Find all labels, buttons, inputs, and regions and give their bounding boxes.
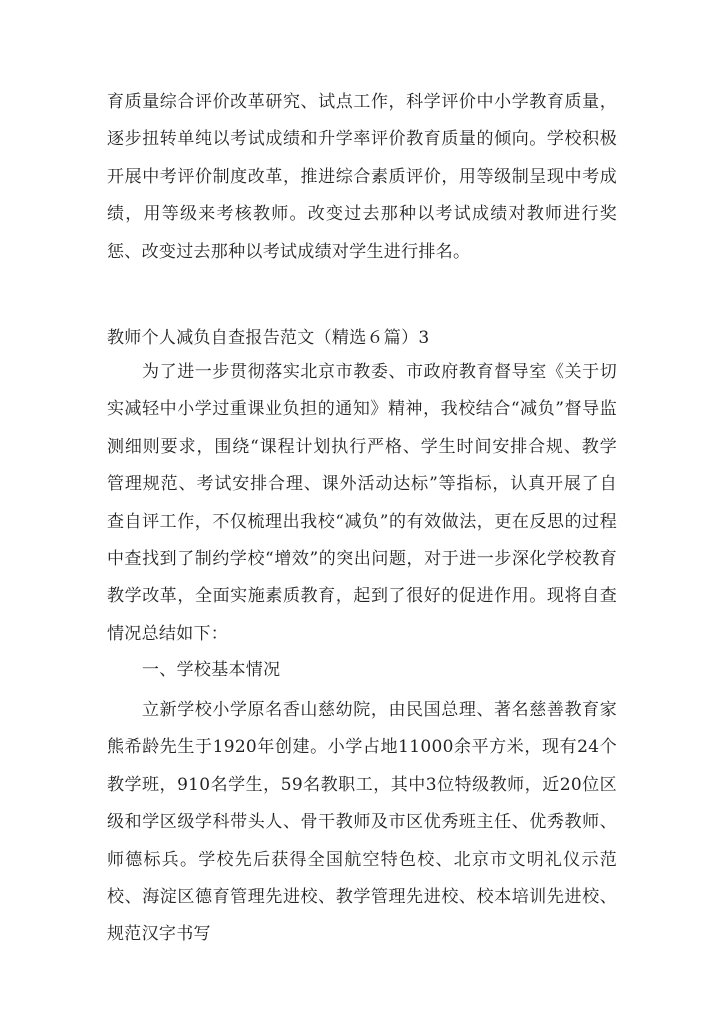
article-title: 教师个人减负自查报告范文（精选６篇）3 [107,328,430,348]
intro-paragraph: 为了进一步贯彻落实北京市教委、市政府教育督导室《关于切实减轻中小学过重课业负担的通知》精神，我校结合“减负”督导监测细则要求，围绕“课程计划执行严格、学生时间安排合规、教学管理规范、考试安排合理、课外活动达标”等指标，认真开展了自查自评工作，不仅梳理出我校“减负”的有效做法，更在反思的过程中查找到了制约学校“增效”的突出问题，对于进一步深化学校教育教学改革，全面实施素质教育，起到了很好的促进作用。现将自查情况总结如下： [107,362,617,644]
continuation-paragraph: 育质量综合评价改革研究、试点工作，科学评价中小学教育质量，逐步扭转单纯以考试成绩和升学率评价教育质量的倾向。学校积极开展中考评价制度改革，推进综合素质评价，用等级制呈现中考成绩，用等级来考核教师。改变过去那种以考试成绩对教师进行奖惩、改变过去那种以考试成绩对学生进行排名。 [107,92,617,262]
school-info-paragraph: 立新学校小学原名香山慈幼院，由民国总理、著名慈善教育家熊希龄先生于1920年创建。小学占地11000余平方米，现有24个教学班，910名学生，59名教职工，其中3位特级教师，近20位区级和学区级学科带头人、骨干教师及市区优秀班主任、优秀教师、师德标兵。学校先后获得全国航空特色校、北京市文明礼仪示范校、海淀区德育管理先进校、教学管理先进校、校本培训先进校、规范汉字书写 [107,700,617,945]
section-heading: 一、学校基本情况 [142,660,281,680]
